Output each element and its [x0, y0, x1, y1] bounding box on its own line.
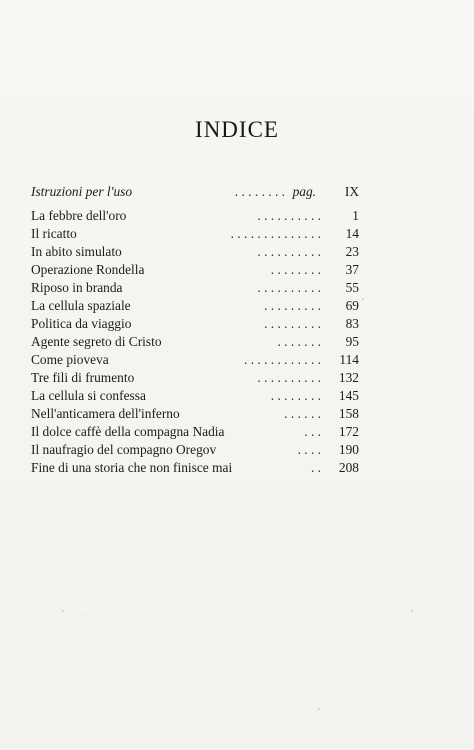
toc-entry-page: 14	[345, 226, 359, 241]
toc-entry-label: Agente segreto di Cristo	[31, 334, 162, 349]
toc-entry-2	[31, 225, 359, 243]
toc-entry-label: Politica da viaggio	[31, 316, 132, 331]
toc-entry-leader: . . . . . .	[284, 406, 321, 421]
paper-speck	[362, 298, 364, 300]
toc-entry-leader: . . . .	[297, 442, 321, 457]
toc-entry-12	[31, 405, 359, 423]
toc-entry-label: Tre fili di frumento	[31, 370, 135, 385]
toc-entry-leader: . . . . . . . . . .	[257, 244, 321, 259]
toc-entry-5	[31, 279, 359, 297]
toc-entry-page: 114	[339, 352, 359, 367]
toc-entry-page: 95	[345, 334, 359, 349]
toc-entry-page: 83	[345, 316, 359, 331]
toc-entry-page: 208	[338, 460, 359, 475]
toc-entry-page: 190	[338, 442, 359, 457]
toc-entry-leader: . . .	[304, 424, 321, 439]
toc-entry-13	[31, 423, 359, 441]
toc-entry-4	[31, 261, 359, 279]
toc-entry-page: 55	[345, 280, 359, 295]
toc-entry-label: Fine di una storia che non finisce mai	[31, 460, 233, 475]
toc-entry-leader: . . . . . . . . . . . .	[244, 352, 321, 367]
toc-entry-label: Riposo in branda	[31, 280, 123, 295]
toc-entry-label: Il ricatto	[31, 226, 77, 241]
toc-entry-leader: . .	[310, 460, 321, 475]
toc-entry-6	[31, 297, 359, 315]
toc-entry-14	[31, 441, 359, 459]
toc-entry-label: Il naufragio del compagno Oregov	[31, 442, 217, 457]
toc-entry-page: 37	[345, 262, 359, 277]
toc-intro-pag-label: pag.	[292, 184, 316, 199]
toc-entry-9	[31, 351, 359, 369]
toc-entry-leader: . . . . . . . . .	[264, 316, 321, 331]
toc-entry-7	[31, 315, 359, 333]
toc-entry-page: 145	[338, 388, 359, 403]
toc-entry-leader: . . . . . . . . . .	[257, 208, 321, 223]
toc-entry-label: Operazione Rondella	[31, 262, 145, 277]
toc-entry-label: In abito simulato	[31, 244, 122, 259]
toc-entry-page: 132	[338, 370, 359, 385]
toc-entry-leader: . . . . . . . . . .	[257, 370, 321, 385]
paper-speck	[318, 708, 320, 710]
table-of-contents	[31, 180, 359, 477]
toc-entry-leader: . . . . . . .	[277, 334, 321, 349]
toc-entry-3	[31, 243, 359, 261]
toc-entry-label: La cellula spaziale	[31, 298, 131, 313]
toc-entry-leader: . . . . . . . . . .	[257, 280, 321, 295]
toc-entry-leader: . . . . . . . . . . . . . .	[230, 226, 321, 241]
toc-entry-leader: . . . . . . . .	[270, 388, 321, 403]
toc-intro-label: Istruzioni per l'uso	[31, 184, 133, 199]
toc-entry-page: 23	[345, 244, 359, 259]
toc-entry-page: 172	[338, 424, 359, 439]
paper-speck	[62, 610, 64, 612]
toc-entry-1	[31, 207, 359, 225]
toc-entry-page: 1	[352, 208, 359, 223]
toc-entry-label: La febbre dell'oro	[31, 208, 127, 223]
toc-entry-8	[31, 333, 359, 351]
toc-entry-15	[31, 459, 359, 477]
paper-speck	[411, 610, 413, 612]
toc-intro-leader: . . . . . . . .	[234, 184, 285, 199]
page-title: INDICE	[195, 117, 279, 142]
toc-intro-row	[31, 180, 359, 204]
toc-entry-label: La cellula si confessa	[31, 388, 146, 403]
toc-entry-label: Il dolce caffè della compagna Nadia	[31, 424, 225, 439]
toc-entry-leader: . . . . . . . . .	[264, 298, 321, 313]
toc-entry-10	[31, 369, 359, 387]
toc-entry-page: 158	[338, 406, 359, 421]
toc-entry-label: Nell'anticamera dell'inferno	[31, 406, 180, 421]
toc-entry-label: Come pioveva	[31, 352, 109, 367]
toc-entry-leader: . . . . . . . .	[270, 262, 321, 277]
toc-entry-11	[31, 387, 359, 405]
toc-entry-page: 69	[345, 298, 359, 313]
toc-intro-page: IX	[344, 184, 359, 199]
